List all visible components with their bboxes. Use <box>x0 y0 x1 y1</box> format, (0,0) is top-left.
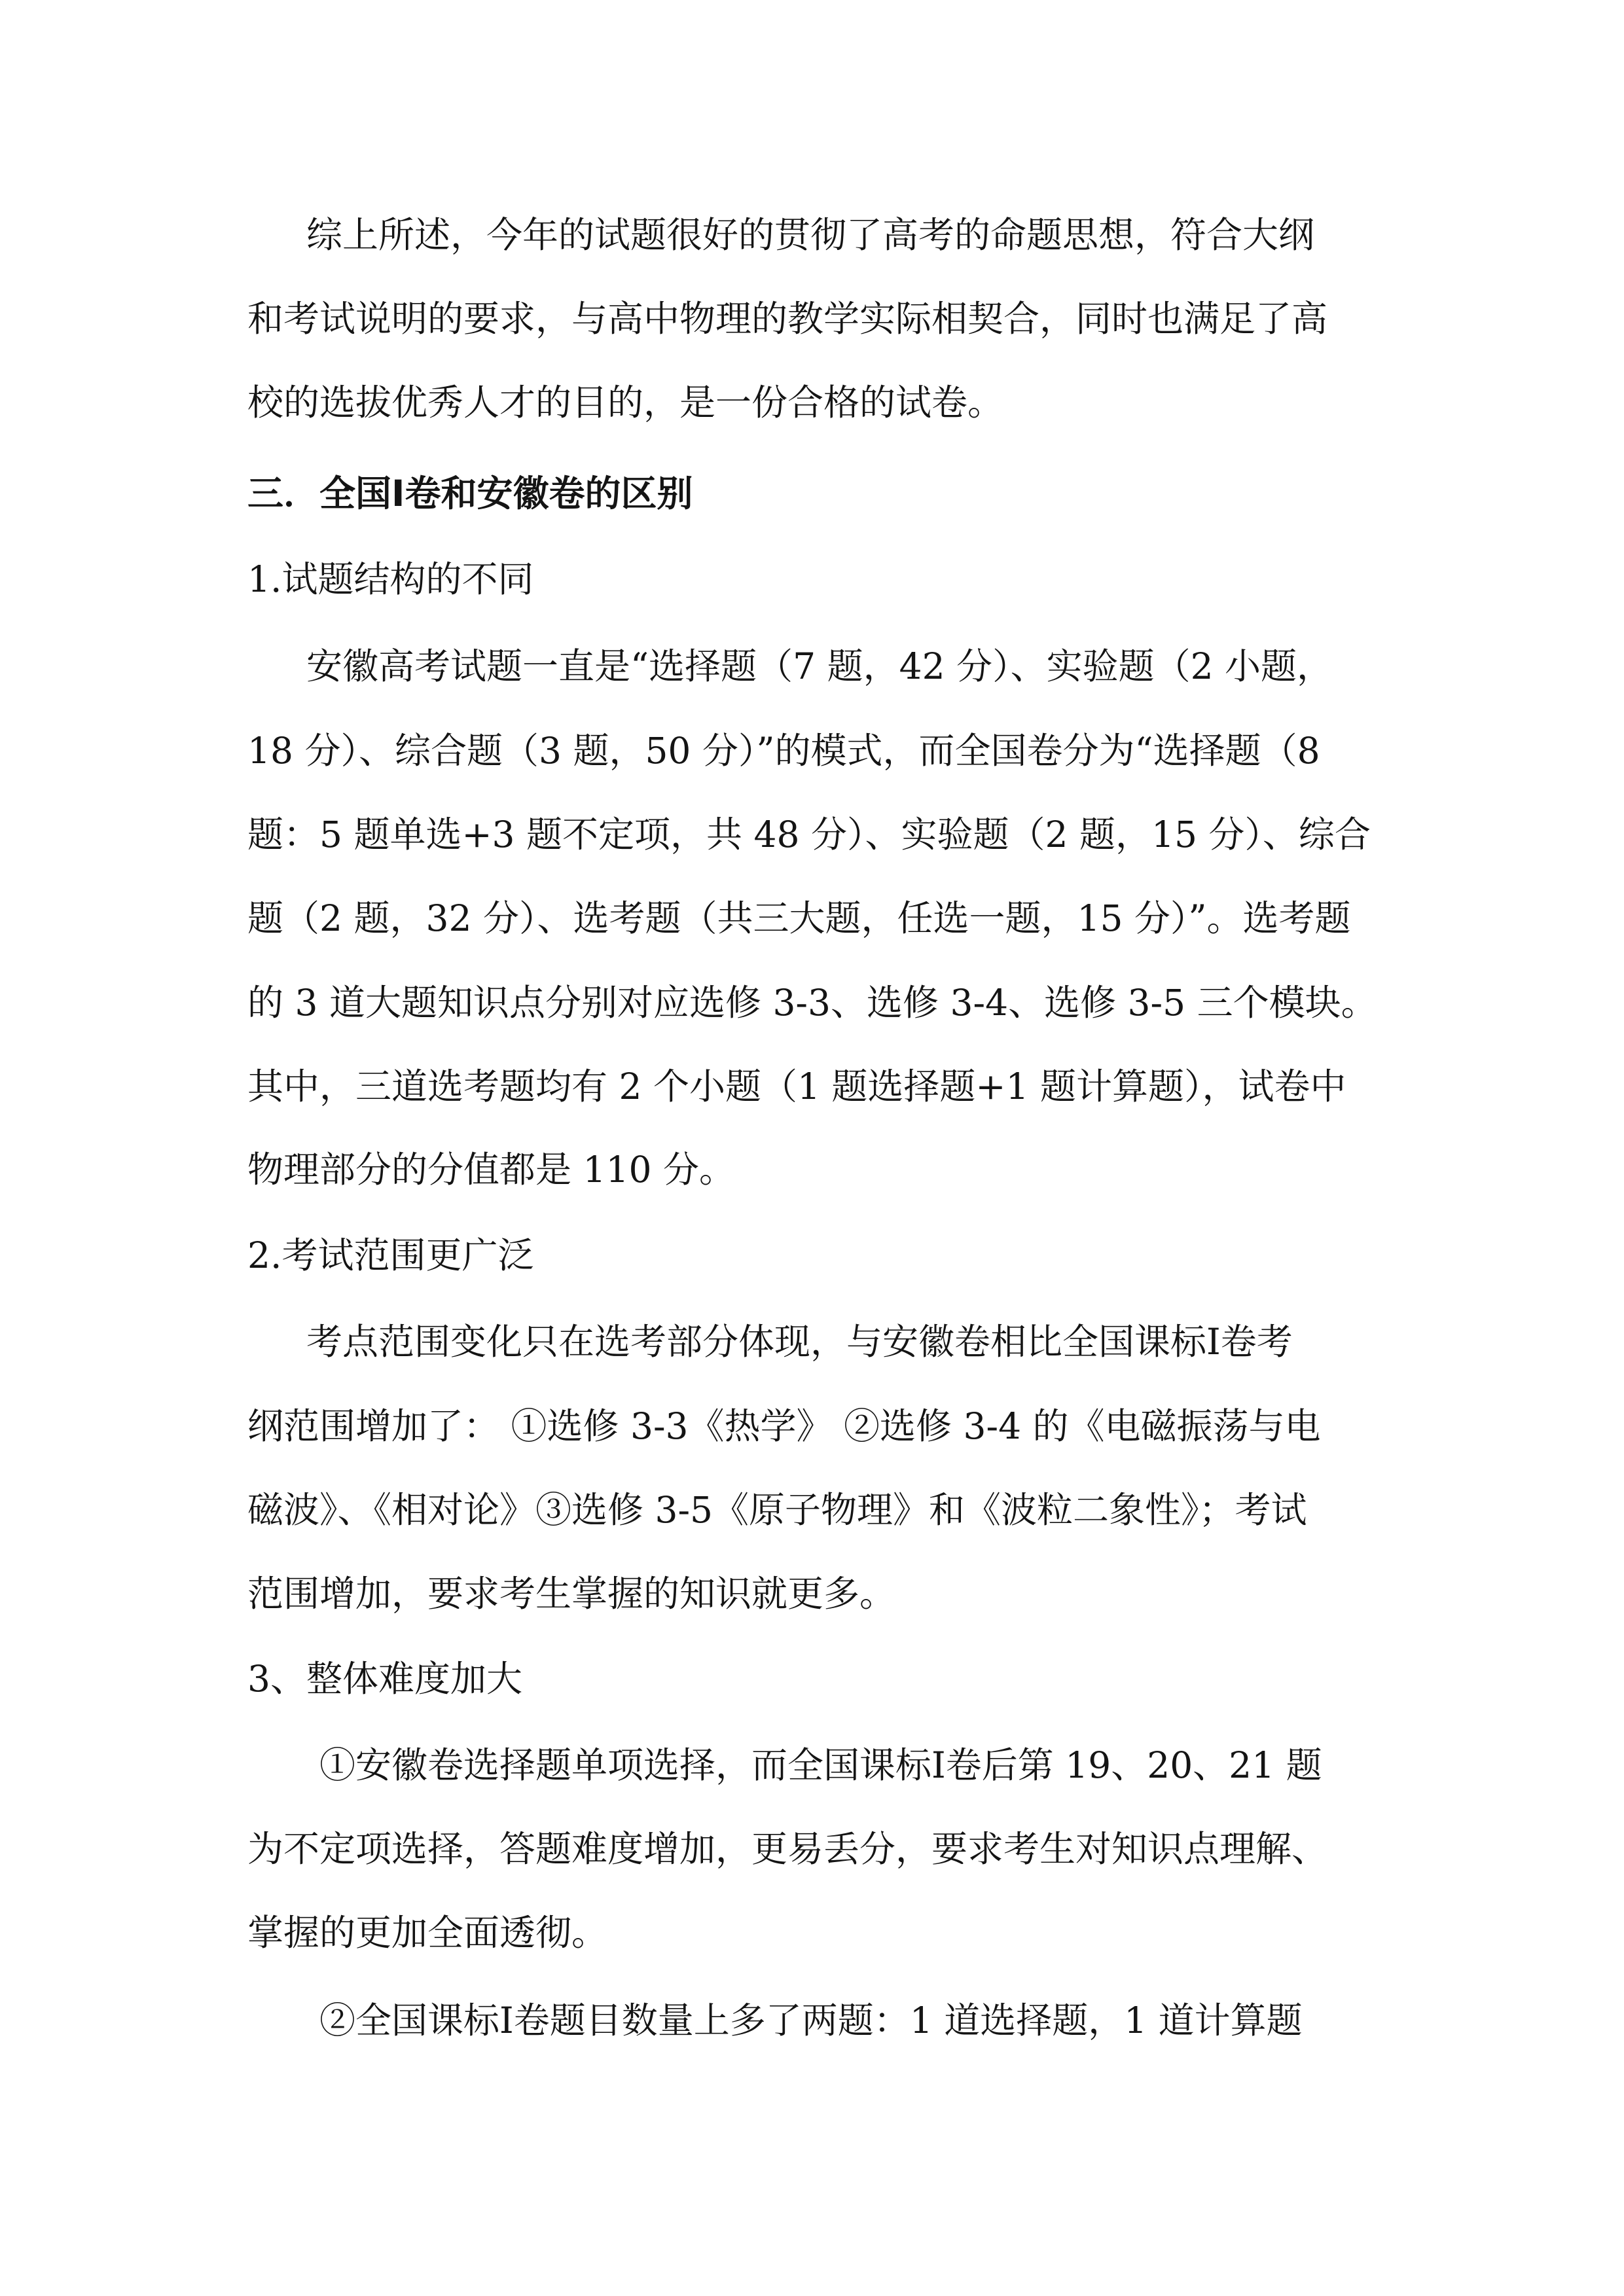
paragraph-line: 和考试说明的要求，与高中物理的教学实际相契合，同时也满足了高 <box>247 298 1328 340</box>
paragraph-line: 考点范围变化只在选考部分体现，与安徽卷相比全国课标Ⅰ卷考 <box>306 1321 1293 1363</box>
paragraph-line: 的 3 道大题知识点分别对应选修 3-3、选修 3-4、选修 3-5 三个模块。 <box>247 982 1377 1024</box>
paragraph-line: 范围增加，要求考生掌握的知识就更多。 <box>247 1573 896 1615</box>
paragraph-line: 题（2 题，32 分）、选考题（共三大题，任选一题，15 分）”。选考题 <box>247 897 1351 939</box>
section-heading: 三．全国Ⅰ卷和安徽卷的区别 <box>247 473 693 514</box>
paragraph-line: 题：5 题单选+3 题不定项，共 48 分）、实验题（2 题，15 分）、综合 <box>247 814 1371 855</box>
paragraph-line: 其中，三道选考题均有 2 个小题（1 题选择题+1 题计算题），试卷中 <box>247 1066 1346 1107</box>
paragraph-line: 磁波》、《相对论》③选修 3-5《原子物理》和《波粒二象性》；考试 <box>247 1489 1307 1531</box>
paragraph-line: 安徽高考试题一直是“选择题（7 题，42 分）、实验题（2 小题， <box>306 645 1333 687</box>
paragraph-line: 18 分）、综合题（3 题，50 分）”的模式，而全国卷分为“选择题（8 <box>247 730 1320 772</box>
paragraph-line: ①安徽卷选择题单项选择，而全国课标Ⅰ卷后第 19、20、21 题 <box>319 1744 1322 1786</box>
paragraph-line: 物理部分的分值都是 110 分。 <box>247 1149 735 1191</box>
paragraph-line: 为不定项选择，答题难度增加，更易丢分，要求考生对知识点理解、 <box>247 1828 1328 1870</box>
paragraph-line: 掌握的更加全面透彻。 <box>247 1912 608 1954</box>
paragraph-line: ②全国课标Ⅰ卷题目数量上多了两题：1 道选择题，1 道计算题 <box>319 2000 1303 2041</box>
subheading: 2.考试范围更广泛 <box>247 1234 534 1276</box>
subheading: 1.试题结构的不同 <box>247 558 534 600</box>
paragraph-line: 纲范围增加了： ①选修 3-3《热学》 ②选修 3-4 的《电磁振荡与电 <box>247 1405 1321 1447</box>
subheading: 3、整体难度加大 <box>247 1658 522 1700</box>
paragraph-line: 综上所述，今年的试题很好的贯彻了高考的命题思想，符合大纲 <box>306 214 1315 256</box>
paragraph-line: 校的选拔优秀人才的目的，是一份合格的试卷。 <box>247 382 1004 423</box>
